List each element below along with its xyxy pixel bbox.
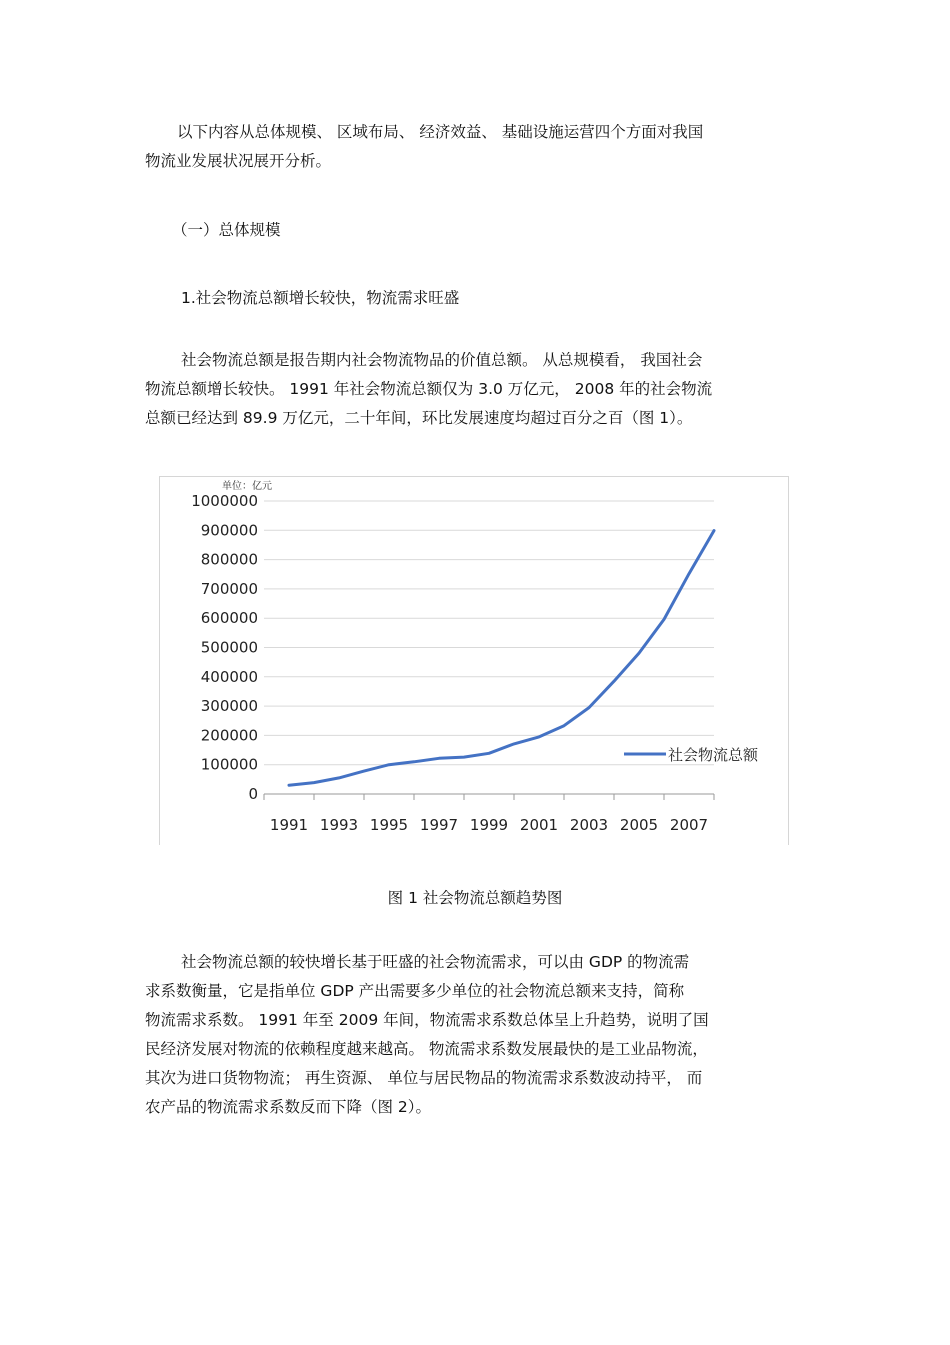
y-tick-label: 1000000 — [191, 492, 258, 510]
body-paragraph-2 — [145, 948, 810, 1122]
text-line: 物流总额增长较快。 1991 年社会物流总额仅为 3.0 万亿元， 2008 年的社会物流 — [145, 380, 713, 398]
section-title: （一）总体规模 — [172, 221, 281, 239]
legend-label: 社会物流总额 — [668, 746, 759, 764]
x-tick-label: 1993 — [319, 816, 359, 834]
body-paragraph-1 — [145, 346, 810, 433]
x-tick-label: 1995 — [369, 816, 409, 834]
line-chart — [160, 477, 788, 845]
y-tick-label: 0 — [248, 785, 258, 803]
chart-figure — [159, 476, 789, 845]
x-tick-label: 2001 — [519, 816, 559, 834]
text-line: 物流需求系数。 1991 年至 2009 年间，物流需求系数总体呈上升趋势，说明了国 — [145, 1011, 709, 1029]
text-line: 其次为进口货物物流； 再生资源、 单位与居民物品的物流需求系数波动持平， 而 — [145, 1069, 703, 1087]
y-tick-label: 500000 — [200, 638, 258, 657]
y-tick-label: 900000 — [200, 521, 258, 540]
text-line: 总额已经达到 89.9 万亿元，二十年间，环比发展速度均超过百分之百（图 1）。 — [145, 409, 693, 427]
subsection-title: 1.社会物流总额增长较快，物流需求旺盛 — [181, 289, 460, 307]
x-tick-label: 1997 — [419, 816, 459, 834]
text-line: 社会物流总额的较快增长基于旺盛的社会物流需求，可以由 GDP 的物流需 — [181, 953, 690, 971]
series-line — [289, 531, 714, 786]
x-tick-label: 2005 — [619, 816, 659, 834]
text-line: 农产品的物流需求系数反而下降（图 2）。 — [145, 1098, 432, 1116]
x-tick-label: 2003 — [569, 816, 609, 834]
text-line: 民经济发展对物流的依赖程度越来越高。 物流需求系数发展最快的是工业品物流， — [145, 1040, 708, 1058]
y-tick-label: 700000 — [200, 579, 258, 598]
x-tick-label: 2007 — [669, 816, 709, 834]
figure-caption: 图 1 社会物流总额趋势图 — [387, 889, 563, 907]
x-tick-label: 1991 — [269, 816, 309, 834]
text-line: 物流业发展状况展开分析。 — [145, 152, 332, 170]
unit-label: 单位：亿元 — [222, 481, 272, 492]
intro-paragraph — [145, 118, 810, 176]
y-tick-label: 300000 — [200, 697, 258, 716]
text-line: 以下内容从总体规模、 区域布局、 经济效益、 基础设施运营四个方面对我国 — [177, 123, 704, 141]
y-tick-label: 200000 — [200, 726, 258, 745]
y-tick-label: 400000 — [200, 667, 258, 686]
text-line: 社会物流总额是报告期内社会物流物品的价值总额。 从总规模看， 我国社会 — [181, 351, 703, 369]
text-line: 求系数衡量，它是指单位 GDP 产出需要多少单位的社会物流总额来支持，简称 — [145, 982, 685, 1000]
x-tick-label: 1999 — [469, 816, 509, 834]
y-tick-label: 600000 — [200, 609, 258, 628]
y-tick-label: 100000 — [200, 755, 258, 774]
y-tick-label: 800000 — [200, 550, 258, 569]
